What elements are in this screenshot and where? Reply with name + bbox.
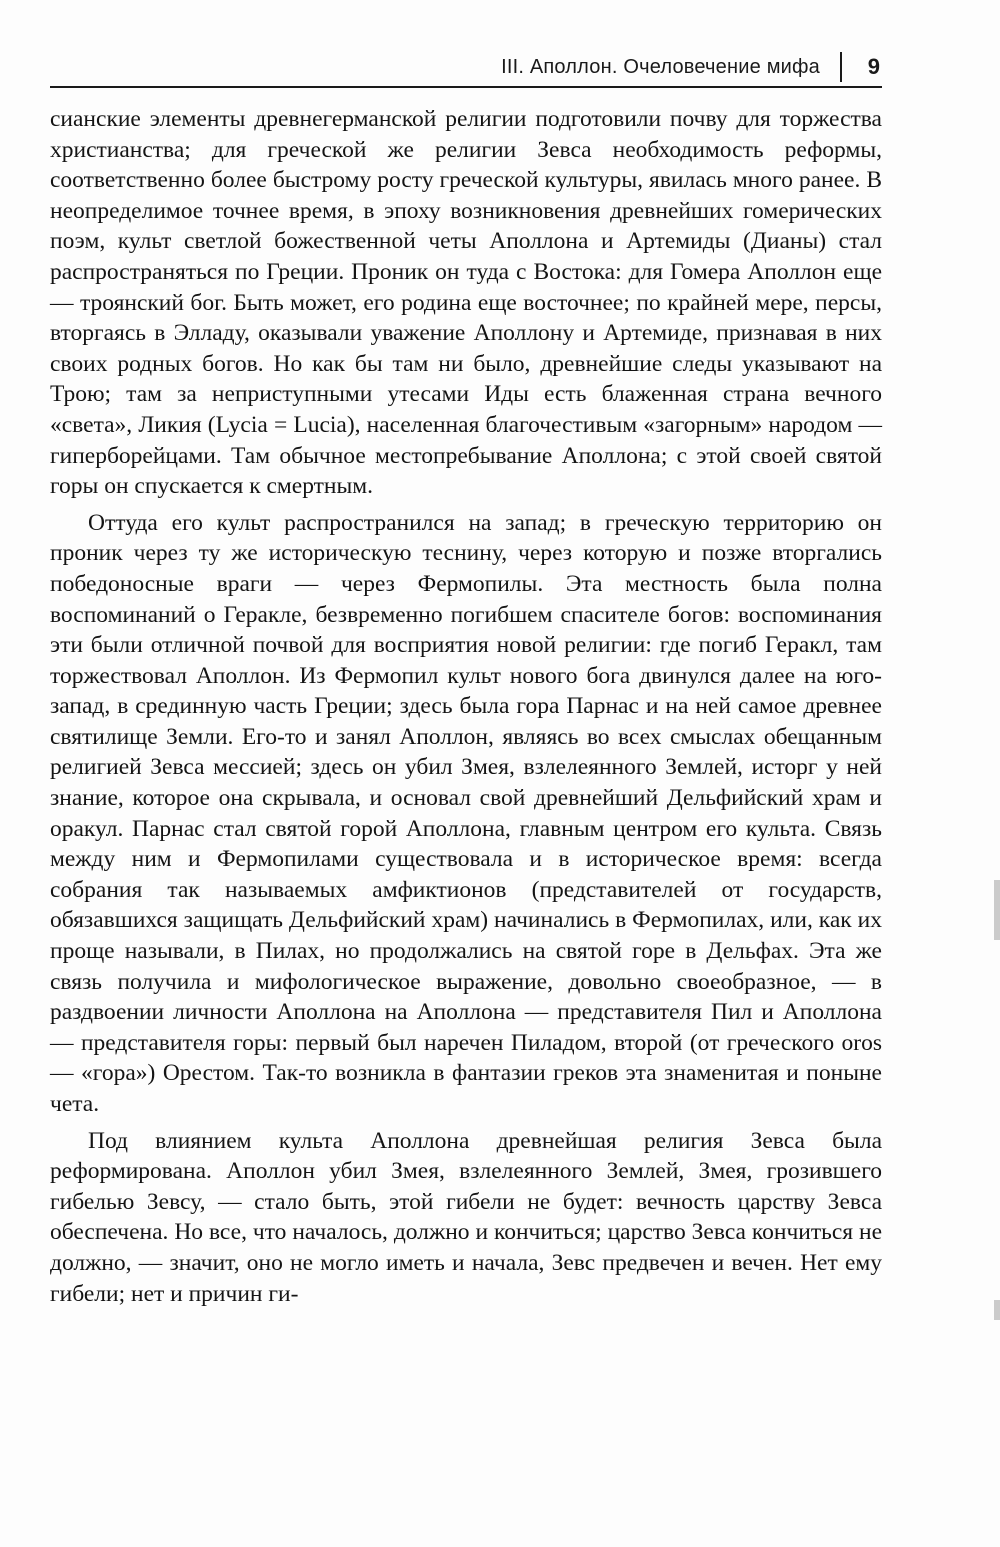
body-text [50,104,882,1315]
header-divider [840,52,842,82]
paragraph-3: Под влиянием культа Аполлона древнейшая религия Зевса была реформирована. Аполлон убил Змея, взлелеянного Землей, Змея, грозившего гибелью Зевсу, — стало быть, этой гибели не будет: вечность царству Зевса обеспечена. Но все, что началось, должно и кончиться; царство Зевса кончиться не должно, — значит, оно не могло иметь и начала, Зевс предвечен и вечен. Нет ему гибели; нет и причин ги- [50,1127,882,1307]
chapter-title: III. Аполлон. Очеловечение мифа [501,56,820,78]
scan-edge-mark [994,880,1000,940]
scan-edge-mark [994,1300,1000,1320]
page-number: 9 [867,54,880,79]
paragraph-1: сианские элементы древнегерманской религии подготовили почву для торжества христианства; для греческой же религии Зевса необходимость реформы, соответственно более быстрому росту греческой культуры, явилась много ранее. В неопределимое точнее время, в эпоху возникновения древнейших гомерических поэм, культ светлой божественной четы Аполлона и Артемиды (Дианы) стал распространяться по Греции. Проник он туда с Востока: для Гомера Аполлон еще — троянский бог. Быть может, его родина еще восточнее; по крайней мере, персы, вторгаясь в Элладу, оказывали уважение Аполлону и Артемиде, признавая в них своих родных богов. Но как бы там ни было, древнейшие следы указывают на Трою; там за неприступными утесами Иды есть блаженная страна вечного «света», Ликия (Lycia = Lucia), населенная благочестивым «загорным» народом — гиперборейцами. Там обычное местопребывание Аполлона; с этой своей святой горы он спускается к смертным. [50,106,882,500]
paragraph-2: Оттуда его культ распространился на запад; в греческую территорию он проник через ту же историческую теснину, через которую и позже вторгались победоносные враги — через Фермопилы. Эта местность была полна воспоминаний о Геракле, безвременно погибшем спасителе богов: воспоминания эти были отличной почвой для восприятия новой религии: где погиб Геракл, там торжествовал Аполлон. Из Фермопил культ нового бога двинулся далее на юго-запад, в срединную часть Греции; здесь была гора Парнас и на ней самое древнее святилище Земли. Его-то и занял Аполлон, являясь во всех смыслах обещанным религией Зевса мессией; здесь он убил Змея, взлелеянного Землей, исторг у ней знание, которое она скрывала, и основал свой древнейший Дельфийский храм и оракул. Парнас стал святой горой Аполлона, главным центром его культа. Связь между ним и Фермопилами существовала и в историческое время: всегда собрания так называемых амфиктионов (представителей от государств, обязавшихся защищать Дельфийский храм) начинались в Фермопилах, или, как их проще называли, в Пилах, но продолжались на святой горе в Дельфах. Эта же связь получила и мифологическое выражение, довольно своеобразное, — в раздвоении личности Аполлона на Аполлона — представителя Пил и Аполлона — представителя горы: первый был наречен Пиладом, второй (от греческого oros — «гора») Орестом. Так-то возникла в фантазии греков эта знаменитая и поныне чета. [50,509,882,1117]
running-header [50,52,882,88]
